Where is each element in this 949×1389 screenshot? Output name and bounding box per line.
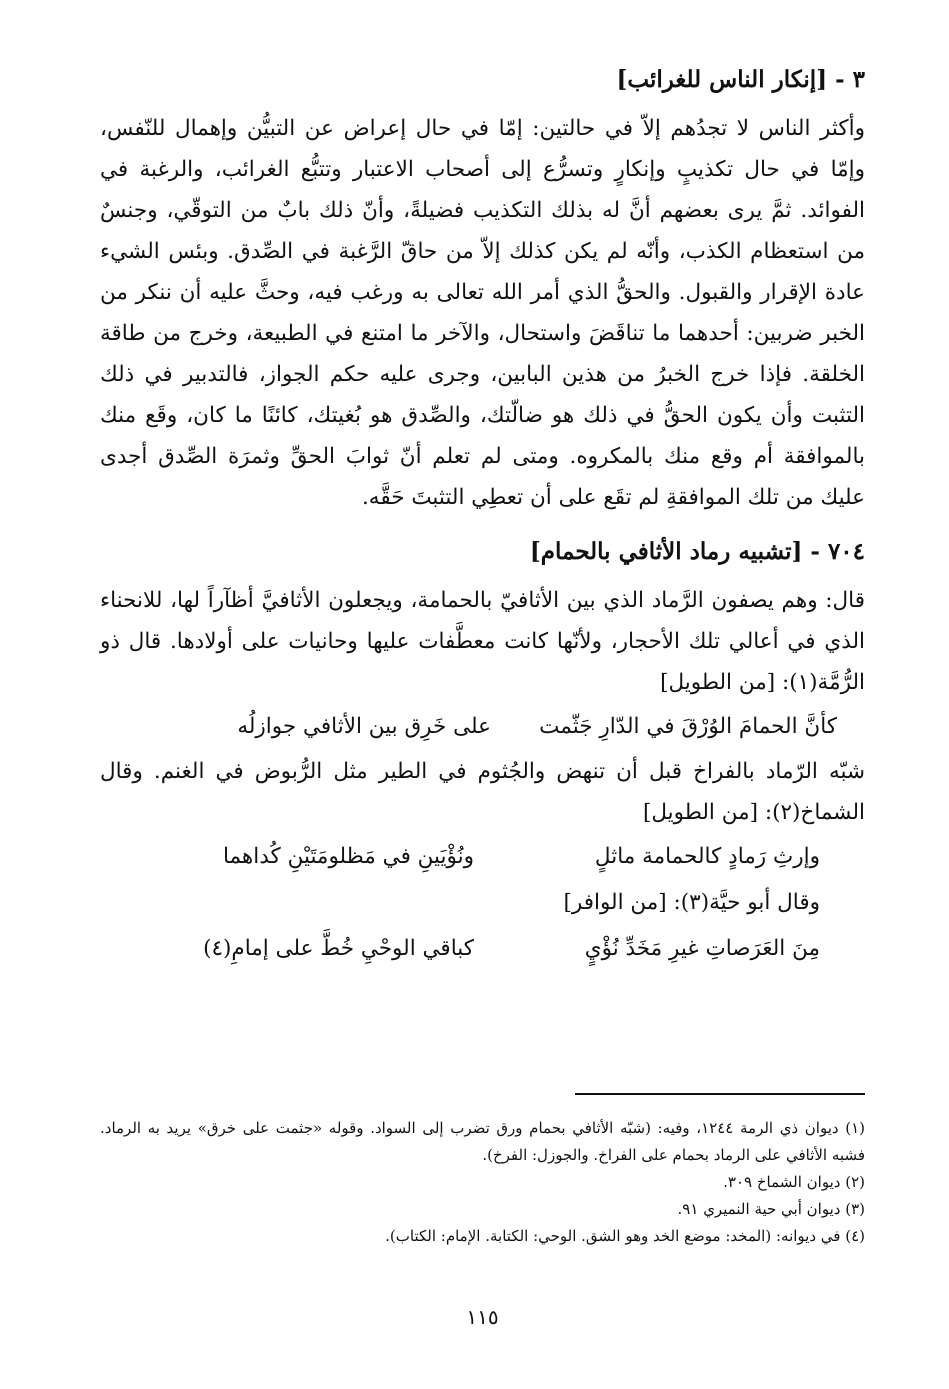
verse-first-hemistich: وإرثِ رَمادٍ كالحمامة ماثلٍ — [594, 844, 820, 869]
page-number: ١١٥ — [466, 1305, 499, 1329]
footnote-item: (٢) ديوان الشماخ ٣٠٩. — [723, 1173, 865, 1191]
verse-second-hemistich: على خَرِق بين الأثافي جوازلُه — [237, 714, 491, 739]
footnote-item: (٤) في ديوانه: (المخد: موضع الخد وهو الشق. الوحي: الكتابة. الإمام: الكتاب). — [385, 1227, 865, 1245]
book-page — [100, 60, 865, 1360]
body-paragraph: وأكثر الناس لا تجدُهم إلاّ في حالتين: إمّا في حال إعراض عن التبيُّن وإهمال للنّفس، وإمّا في حال تكذيبٍ وإنكارٍ وتسرُّع إلى أصحاب الاعتبار وتتبُّع الغرائب، والرغبة في الفوائد. ثمَّ يرى بعضهم أنَّ له بذلك التكذيب فضيلةً، وأنّ ذلك بابٌ من التوقّي، وجنسٌ من استعظام الكذب، وأنّه لم يكن كذلك إلاّ من حاقّ الرَّغبة في الصِّدق. وبئس الشيء عادة الإقرار والقبول. والحقُّ الذي أمر الله تعالى به ورغب فيه، وحثَّ عليه أن ننكر من الخبر ضربين: أحدهما ما تناقَضَ واستحال، والآخر ما امتنع في الطبيعة، وخرج من طاقة الخلقة. فإذا خرج الخبرُ من هذين البابين، وجرى عليه حكم الجواز، فالتدبير في ذلك التثبت وأن يكون الحقُّ في ذلك هو ضالّتك، والصِّدق هو بُغيتك، كائنًا ما كان، وقَع منك بالموافقة أم وقع منك بالمكروه. ومتى لم تعلم أنّ ثوابَ الحقِّ وثمرَة الصِّدق أجدى عليك من تلك الموافقةِ لم تقَع على أن تعطِي التثبتَ حَقَّه. — [100, 116, 865, 510]
verse-second-hemistich: كباقي الوحْيِ خُطَّ على إمامِ(٤) — [203, 936, 474, 961]
footnotes — [100, 1115, 865, 1250]
verse-first-hemistich: كأنَّ الحمامَ الوُرْقَ في الدّارِ جَثّمت — [539, 714, 837, 739]
body-paragraph: قال: وهم يصفون الرَّماد الذي بين الأثافيّ بالحمامة، ويجعلون الأثافيَّ أظآراً لها، للانحناء الذي في أعالي تلك الأحجار، ولأنّها كانت معطَّفات عليها وحانيات على أولادها. قال ذو الرُّمَّة(١): [من الطويل] — [100, 588, 865, 695]
verse-intro: وقال أبو حيَّة(٣): [من الوافر] — [563, 890, 820, 915]
body-paragraph: شبّه الرّماد بالفراخ قبل أن تنهض والجُثوم في الطير مثل الرُّبوض في الغنم. وقال الشماخ(٢): [من الطويل] — [100, 759, 865, 825]
verse-first-hemistich: مِنَ العَرَصاتِ غيرِ مَخَدِّ نُؤْيٍ — [584, 936, 820, 961]
poem-verse — [100, 927, 865, 971]
footnote-separator — [575, 1093, 865, 1095]
poem-verse — [100, 705, 865, 749]
poem-verse — [100, 835, 865, 879]
section-heading: ٧٠٤ - [تشبيه رماد الأثافي بالحمام] — [529, 538, 865, 565]
footnote-item: (٣) ديوان أبي حية النميري ٩١. — [677, 1200, 865, 1218]
section-heading: ٣ - [إنكار الناس للغرائب] — [616, 66, 865, 93]
verse-second-hemistich: ونُؤْيَينِ في مَظلومَتَيْنِ كُداهما — [222, 844, 474, 869]
footnote-item: (١) ديوان ذي الرمة ١٢٤٤، وفيه: (شبّه الأثافي بحمام ورق تضرب إلى السواد. وقوله «جثمت على خرق» يريد به الرماد. فشبه الأثافي على الرماد بحمام على الفراخ. والجوزل: الفرخ). — [100, 1119, 865, 1164]
